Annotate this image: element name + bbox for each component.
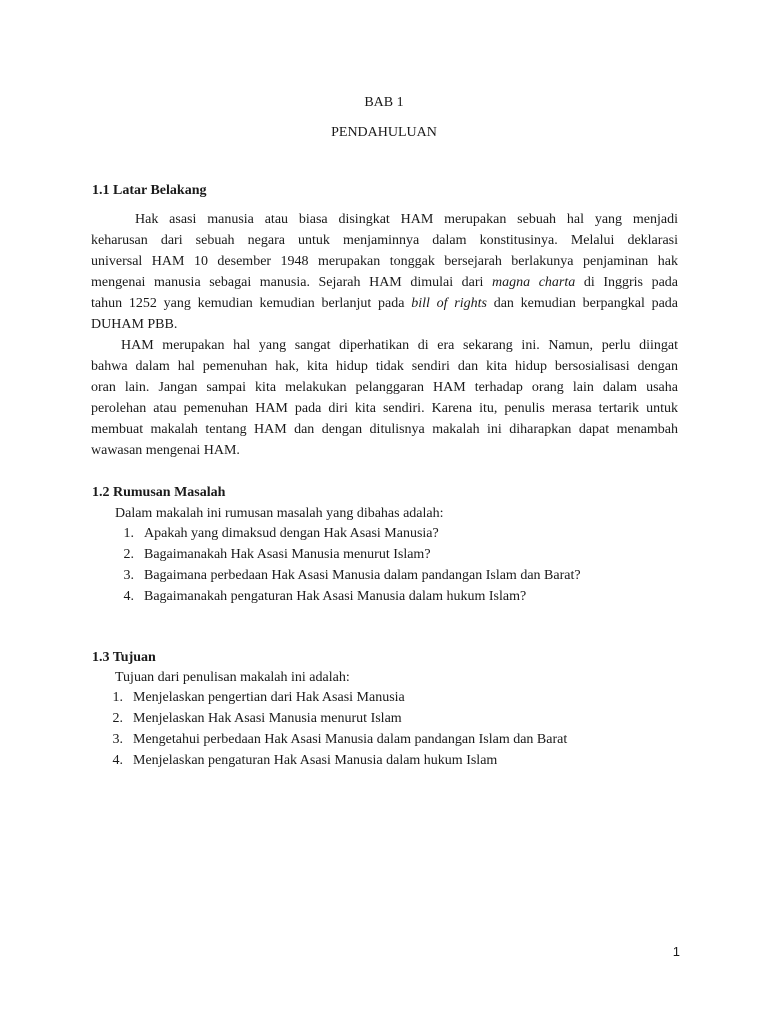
list-number: 2. bbox=[112, 711, 123, 726]
list-text: Bagaimanakah pengaturan Hak Asasi Manusia dalam hukum Islam? bbox=[144, 589, 527, 604]
paragraph-line: Hak asasi manusia atau biasa disingkat HAM merupakan sebuah hal yang menjadi bbox=[135, 212, 678, 227]
list-number: 4. bbox=[112, 753, 123, 768]
list-number: 2. bbox=[123, 547, 134, 562]
list-text: Menjelaskan pengaturan Hak Asasi Manusia dalam hukum Islam bbox=[133, 753, 498, 768]
list-number: 1. bbox=[123, 526, 134, 541]
paragraph-latar-belakang-1 bbox=[91, 209, 678, 335]
section-intro-rumusan-masalah: Dalam makalah ini rumusan masalah yang dibahas adalah: bbox=[115, 506, 444, 521]
paragraph-line: universal HAM 10 desember 1948 merupakan tonggak bersejarah berlakunya penjaminan hak bbox=[91, 254, 678, 269]
paragraph-text: tahun 1252 yang kemudian kemudian berlanjut pada bbox=[91, 296, 412, 311]
list-text: Apakah yang dimaksud dengan Hak Asasi Manusia? bbox=[144, 526, 439, 541]
list-text: Bagaimanakah Hak Asasi Manusia menurut Islam? bbox=[144, 547, 431, 562]
paragraph-line: HAM merupakan hal yang sangat diperhatikan di era sekarang ini. Namun, perlu diingat bbox=[121, 338, 678, 353]
list-text: Menjelaskan pengertian dari Hak Asasi Manusia bbox=[133, 690, 405, 705]
paragraph-line: wawasan mengenai HAM. bbox=[91, 443, 240, 458]
italic-term-bill-of-rights: bill of rights bbox=[411, 296, 487, 311]
paragraph-line: keharusan dari sebuah negara untuk menjaminnya dalam konstitusinya. Melalui deklarasi bbox=[91, 233, 678, 248]
page-number: 1 bbox=[672, 944, 680, 959]
paragraph-text: dan kemudian berpangkal pada bbox=[486, 296, 679, 311]
paragraph-line bbox=[91, 272, 678, 293]
list-number: 3. bbox=[123, 568, 134, 583]
paragraph-line: DUHAM PBB. bbox=[91, 317, 178, 332]
chapter-title: PENDAHULUAN bbox=[331, 125, 437, 140]
section-heading-latar-belakang: 1.1 Latar Belakang bbox=[92, 183, 207, 198]
paragraph-latar-belakang-2 bbox=[91, 335, 678, 461]
list-number: 1. bbox=[112, 690, 123, 705]
italic-term-magna-charta: magna charta bbox=[492, 275, 576, 290]
paragraph-line: bahwa dalam hal pemenuhan hak, kita hidup tidak sendiri dan kita hidup bersosialisasi dengan bbox=[91, 359, 678, 374]
chapter-number: BAB 1 bbox=[364, 95, 404, 110]
section-heading-rumusan-masalah: 1.2 Rumusan Masalah bbox=[92, 485, 226, 500]
paragraph-line: oran lain. Jangan sampai kita melakukan pelanggaran HAM terhadap orang lain dalam usaha bbox=[91, 380, 678, 395]
paragraph-line: perolehan atau pemenuhan HAM pada diri kita sendiri. Karena itu, penulis merasa tertarik untuk bbox=[91, 401, 678, 416]
paragraph-text: di Inggris pada bbox=[575, 275, 678, 290]
section-intro-tujuan: Tujuan dari penulisan makalah ini adalah: bbox=[115, 670, 350, 685]
list-text: Menjelaskan Hak Asasi Manusia menurut Islam bbox=[133, 711, 402, 726]
section-heading-tujuan: 1.3 Tujuan bbox=[92, 650, 156, 665]
paragraph-line bbox=[91, 293, 678, 314]
paragraph-text: mengenai manusia sebagai manusia. Sejarah HAM dimulai dari bbox=[91, 275, 493, 290]
paragraph-line: membuat makalah tentang HAM dan dengan ditulisnya makalah ini diharapkan dapat menambah bbox=[91, 422, 678, 437]
list-number: 3. bbox=[112, 732, 123, 747]
list-text: Bagaimana perbedaan Hak Asasi Manusia dalam pandangan Islam dan Barat? bbox=[144, 568, 581, 583]
list-text: Mengetahui perbedaan Hak Asasi Manusia dalam pandangan Islam dan Barat bbox=[133, 732, 568, 747]
list-number: 4. bbox=[123, 589, 134, 604]
